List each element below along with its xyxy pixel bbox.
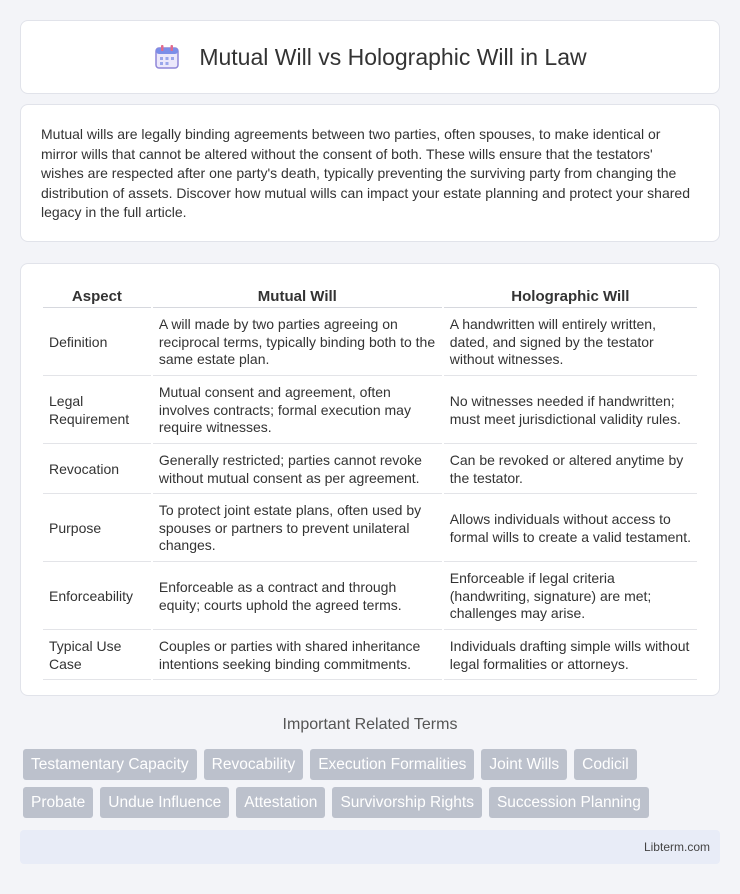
cell-mutual: Enforceable as a contract and through equity; courts uphold the agreed terms.: [153, 564, 442, 630]
tag-execution-formalities[interactable]: Execution Formalities: [310, 749, 474, 780]
tag-undue-influence[interactable]: Undue Influence: [100, 787, 229, 818]
tag-probate[interactable]: Probate: [23, 787, 93, 818]
cell-holographic: Enforceable if legal criteria (handwriting, signature) are met; challenges may arise.: [444, 564, 697, 630]
cell-mutual: Mutual consent and agreement, often involves contracts; formal execution may require witnesses.: [153, 378, 442, 444]
cell-mutual: To protect joint estate plans, often used by spouses or partners to prevent unilateral changes.: [153, 496, 442, 562]
tag-survivorship-rights[interactable]: Survivorship Rights: [332, 787, 482, 818]
intro-card: [20, 104, 720, 242]
page-title: Mutual Will vs Holographic Will in Law: [199, 43, 587, 70]
cell-holographic: A handwritten will entirely written, dated, and signed by the testator without witnesses.: [444, 310, 697, 376]
tag-revocability[interactable]: Revocability: [204, 749, 304, 780]
cell-aspect: Purpose: [43, 496, 151, 562]
header-card: [20, 20, 720, 94]
table-row: [43, 496, 697, 562]
cell-aspect: Enforceability: [43, 564, 151, 630]
cell-holographic: Can be revoked or altered anytime by the testator.: [444, 446, 697, 494]
header-mutual-will: Mutual Will: [153, 286, 442, 308]
table-row: [43, 564, 697, 630]
cell-mutual: A will made by two parties agreeing on reciprocal terms, typically binding both to the same estate plan.: [153, 310, 442, 376]
cell-aspect: Typical Use Case: [43, 632, 151, 680]
table-header-row: [43, 286, 697, 308]
footer-site-link[interactable]: Libterm.com: [643, 840, 710, 854]
tag-row: [23, 749, 723, 780]
cell-mutual: Couples or parties with shared inheritance intentions seeking binding commitments.: [153, 632, 442, 680]
header-aspect: Aspect: [43, 286, 151, 308]
tag-attestation[interactable]: Attestation: [236, 787, 325, 818]
cell-aspect: Definition: [43, 310, 151, 376]
header-holographic-will: Holographic Will: [444, 286, 697, 308]
table-row: [43, 632, 697, 680]
calendar-icon: [153, 43, 181, 71]
table-row: [43, 310, 697, 376]
tag-codicil[interactable]: Codicil: [574, 749, 637, 780]
tag-testamentary-capacity[interactable]: Testamentary Capacity: [23, 749, 197, 780]
related-terms-title: Important Related Terms: [282, 716, 458, 733]
comparison-table: [41, 284, 699, 682]
cell-aspect: Legal Requirement: [43, 378, 151, 444]
cell-holographic: No witnesses needed if handwritten; must meet jurisdictional validity rules.: [444, 378, 697, 444]
cell-holographic: Allows individuals without access to formal wills to create a valid testament.: [444, 496, 697, 562]
footer: [20, 830, 720, 864]
cell-aspect: Revocation: [43, 446, 151, 494]
tag-row: [23, 787, 723, 818]
table-row: [43, 378, 697, 444]
intro-text: Mutual wills are legally binding agreements between two parties, often spouses, to make identical or mirror wills that cannot be altered without the consent of both. These wills ensure that the testators' wishes are respected after one party's death, typically preventing the surviving party from changing the distribution of assets. Discover how mutual wills can impact your estate planning and protect your shared legacy in the full article.: [41, 126, 690, 220]
comparison-card: [20, 263, 720, 696]
cell-holographic: Individuals drafting simple wills without legal formalities or attorneys.: [444, 632, 697, 680]
tag-succession-planning[interactable]: Succession Planning: [489, 787, 649, 818]
related-terms-tags: [23, 749, 723, 825]
cell-mutual: Generally restricted; parties cannot revoke without mutual consent as per agreement.: [153, 446, 442, 494]
tag-joint-wills[interactable]: Joint Wills: [481, 749, 567, 780]
table-row: [43, 446, 697, 494]
